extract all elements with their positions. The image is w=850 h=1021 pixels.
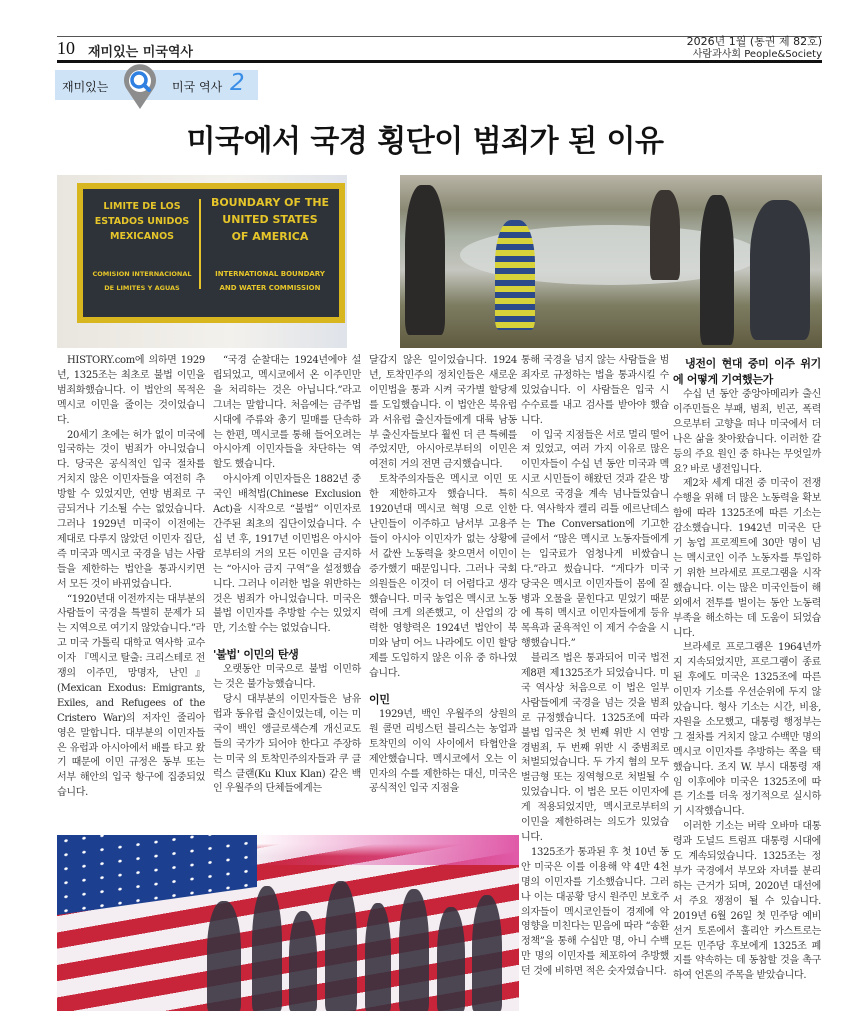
paragraph: 통해 국경을 넘지 않는 사람들을 범죄자로 규정하는 법을 통과시킬 수 있었습니다. 이 사람들은 입국 시 수수료를 내고 검사를 받아야 했습니다. xyxy=(521,355,669,426)
person-silhouette xyxy=(650,190,680,280)
paragraph: 당시 대부분의 이민자들은 남유럽과 동유럽 출신이었는데, 이는 미국이 백인 앵글로색슨계 개신교도들의 국가가 되어야 한다고 주장하는 미국 의 토착민주의자들과 쿠 클럭스 클랜(Ku Klux Klan) 같은 백인 우월주의 단체들에게는 xyxy=(213,694,361,795)
subheading: 이민 xyxy=(369,692,390,706)
person-silhouette xyxy=(365,903,391,1011)
headline: 미국에서 국경 횡단이 범죄가 된 이유 xyxy=(186,124,664,159)
person-silhouette xyxy=(472,895,502,1011)
plaque-line: AND WATER COMMISSION xyxy=(219,284,321,292)
section-title: 재미있는 미국역사 xyxy=(88,45,193,60)
person-silhouette xyxy=(399,889,429,1011)
paragraph: 토착주의자들은 멕시코 이민 또한 제한하고자 했습니다. 특히 1920년대 멕시코 혁명 으로 인한 난민들이 이주하고 남서부 고용주들이 아시아 이민자가 없는 상황에서 값싼 노동력을 찾으면서 이민이 증가했기 때문입니다. 그러나 국회의원들은 이것이 더 어렵다고 생각했습니다. 미국 농업은 멕시코 노동력에 크게 의존했고, 이 산업의 강력한 영향력은 1924년 법안이 북미와 남미 어느 나라에도 이민 할당제를 도입하지 않은 이유 중 하나였습니다. xyxy=(369,474,517,680)
paragraph: 브라세로 프로그램은 1964년까지 지속되었지만, 프로그램이 종료된 후에도 미국은 1325조에 따른 이민자 기소를 우선순위에 두지 않았습니다. 형사 기소는 시간, 비용, 자원을 소모했고, 대통령 행정부는 그 절차를 거치지 않고 수백만 명의 멕시코 이민자를 추방하는 쪽을 택했습니다. 조지 W. 부시 대통령 재임 이후에야 미국은 1325조에 따른 기소를 더욱 정기적으로 실시하기 시작했습니다. xyxy=(673,642,821,818)
article-column-5 xyxy=(673,356,821,984)
banner-number: 2 xyxy=(230,70,245,96)
paragraph: 수십 년 동안 중앙아메리카 출신 이주민들은 부패, 범죄, 빈곤, 폭력으로부터 고향을 떠나 미국에서 더 나은 삶을 찾아왔습니다. 이러한 갈등의 주요 원인 중 하나는 무엇일까요? 바로 냉전입니다. xyxy=(673,389,821,475)
person-silhouette xyxy=(750,200,810,340)
paragraph: 이 입국 지점들은 서로 멀리 떨어져 있었고, 여러 가지 이유로 많은 이민자들이 수십 년 동안 미국과 멕시코 시민들이 해왔던 것과 같은 방식으로 국경을 계속 넘나들었습니다. 역사학자 켈리 리틀 에르난데스는 The Conversation에 기고한 글에서 “많은 멕시코 노동자들에게는 입국료가 엄청나게 비쌌습니다.”라고 썼습니다. “게다가 미국 당국은 멕시코 이민자들이 몸에 질병과 오물을 묻힌다고 믿었기 때문에 특히 멕시코 이민자들에게 등유 목욕과 굴욕적인 이 제거 수술을 시행했습니다.” xyxy=(521,429,669,650)
person-silhouette xyxy=(207,901,241,1011)
plaque-line: COMISION INTERNACIONAL xyxy=(92,270,192,278)
subheading: '불법' 이민의 탄생 xyxy=(213,648,299,662)
plaque-line: BOUNDARY OF THE xyxy=(210,196,330,209)
person-silhouette xyxy=(700,195,734,345)
person-silhouette xyxy=(437,907,465,1011)
paragraph: 1325조가 통과된 후 첫 10년 동안 미국은 이를 이용해 약 4만 4천 명의 이민자를 기소했습니다. 그러나 이는 대공황 당시 원주민 보호주의자들이 멕시코인들이 경제에 악영향을 미친다는 믿음에 따라 “송환 정책”을 통해 수십만 명, 아니 수백만 명의 이민자를 체포하여 추방했던 것에 비하면 적은 숫자였습니다. xyxy=(521,846,669,978)
subheading: 냉전이 현대 중미 이주 위기에 어떻게 기여했는가 xyxy=(673,357,821,386)
issue-date: 2026년 1월 (통권 제 82호) xyxy=(686,35,822,48)
plaque-line: DE LIMITES Y AGUAS xyxy=(104,284,180,292)
plaque-line: MEXICANOS xyxy=(110,231,174,242)
paragraph: 달갑지 않은 일이었습니다. 1924년, 토착민주의 정치인들은 새로운 이민법을 통과 시켜 국가별 할당제를 도입했습니다. 이 법안은 북유럽과 서유럽 출신자들에게 대륙 남동부 출신자들보다 훨씬 더 큰 특혜를 주었지만, 아시아로부터의 이민은 여전히 거의 전면 금지했습니다. xyxy=(369,355,517,471)
border-sign-photo xyxy=(57,175,347,348)
plaque-divider xyxy=(199,199,201,289)
person-silhouette xyxy=(325,881,357,1011)
plaque-line: OF AMERICA xyxy=(231,230,309,243)
paragraph: 제2차 세계 대전 중 미국이 전쟁 수행을 위해 더 많은 노동력을 확보함에 따라 1325조에 따른 기소는 감소했습니다. 1942년 미국은 단기 농업 프로젝트에 30만 명이 넘는 멕시코인 이주 노동자를 투입하기 위한 브라세로 프로그램을 시작했습니다. 이는 많은 미국인들이 해외에서 전투를 벌이는 동안 노동력 부족을 해소하는 데 도움이 되었습니다. xyxy=(673,478,821,639)
paragraph: 아시아계 이민자들은 1882년 중국인 배척법(Chinese Exclusion Act)을 시작으로 “불법” 이민자로 간주된 최초의 집단이었습니다. 수십 년 후, 1917년 이민법은 아시아로부터의 거의 모든 이민을 금지하는 “아시아 금지 구역”을 설정했습니다. 그러나 이러한 법을 위반하는 것은 범죄가 아니었습니다. 미국은 불법 이민자를 추방할 수는 있었지만, 기소할 수는 없었습니다. xyxy=(213,474,361,635)
paragraph: “1920년대 이전까지는 대부분의 사람들이 국경을 특별히 문제가 되는 지역으로 여기지 않았습니다.”라고 미국 가톨릭 대학교 역사학 교수이자 『멕시코 탈출: 크리스테로 전쟁의 이주민, 망명자, 난민』(Mexican Exodus: Emigrants, Exiles, and Refugees of the Cristero War)의 저자인 줄리아 영은 말합니다. 대부분의 이민자들은 유럽과 아시아에서 배를 타고 왔기 때문에 이민 규정은 동부 또는 서부 해안의 입국 항구에 집중되었습니다. xyxy=(57,593,205,799)
boundary-plaque xyxy=(77,183,345,323)
person-silhouette xyxy=(289,911,317,1011)
paragraph: 이러한 기소는 버락 오바마 대통령과 도널드 트럼프 대통령 시대에도 계속되었습니다. 1325조는 정부가 국경에서 부모와 자녀를 분리하는 근거가 되며, 2020년 대선에서 주요 쟁점이 될 수 있습니다. 2019년 6월 26일 첫 민주당 예비선거 토론에서 훌리안 카스트로는 모든 민주당 후보에게 1325조 폐지를 약속하는 데 동참할 것을 촉구하여 언론의 주목을 받았습니다. xyxy=(673,821,821,982)
publication-name: 사람과사회 People&Society xyxy=(692,49,822,60)
article-column-3 xyxy=(369,354,517,797)
plaque-english-title xyxy=(205,194,335,245)
banner-left-text: 재미있는 xyxy=(62,80,109,94)
plaque-spanish-title xyxy=(87,199,197,244)
article-column-4 xyxy=(521,354,669,980)
person-silhouette xyxy=(252,886,282,1011)
plaque-line: ESTADOS UNIDOS xyxy=(94,216,190,227)
river-crossing-photo xyxy=(400,175,822,348)
paragraph: 오랫동안 미국으로 불법 이민하는 것은 불가능했습니다. xyxy=(213,664,361,691)
page-number: 10 xyxy=(57,38,75,58)
pink-wash xyxy=(249,835,519,865)
plaque-line: INTERNATIONAL BOUNDARY xyxy=(215,270,325,278)
plaque-line: UNITED STATES xyxy=(222,213,318,226)
banner-right-text: 미국 역사 xyxy=(172,80,223,94)
paragraph: 1929년, 백인 우월주의 상원의원 콜먼 리빙스턴 블리스는 농업과 토착민의 이익 사이에서 타협안을 제안했습니다. 멕시코에서 오는 이민자의 수를 제한하는 대신, 미국은 공식적인 입국 지점을 xyxy=(369,708,517,795)
child-figure xyxy=(495,220,535,330)
paragraph: HISTORY.com에 의하면 1929년, 1325조는 최초로 불법 이민을 범죄화했습니다. 이 법안의 목적은 멕시코 이민을 줄이는 것이었습니다. xyxy=(57,355,205,426)
header-bottom-rule xyxy=(57,60,822,63)
person-silhouette xyxy=(405,185,445,335)
paragraph: 블리즈 법은 통과되어 미국 법전 제8편 제1325조가 되었습니다. 미국 역사상 처음으로 이 법은 일부 사람들에게 국경을 넘는 것을 범죄로 규정했습니다. 1325조에 따라 불법 입국은 첫 번째 위반 시 연방 경범죄, 두 번째 위반 시 중범죄로 처벌되었습니다. 두 가지 혐의 모두 벌금형 또는 징역형으로 처벌될 수 있었습니다. 이 법은 모든 이민자에게 적용되었지만, 멕시코로부터의 이민을 제한하려는 의도가 있었습니다. xyxy=(521,653,669,843)
plaque-spanish-sub xyxy=(85,267,199,295)
paragraph: 20세기 초에는 허가 없이 미국에 입국하는 것이 범죄가 아니었습니다. 당국은 공식적인 입국 절차를 거치지 않은 이민자들을 여전히 추방할 수 있었지만, 연방 범죄로 구금되거나 기소될 수는 없었습니다. 그러나 1929년 미국이 이전에는 제대로 다루지 않았던 이민자 집단, 즉 미국과 멕시코 국경을 넘는 사람들을 제한하는 법안을 통과시키면서 모든 것이 바뀌었습니다. xyxy=(57,429,205,590)
paragraph: “국경 순찰대는 1924년에야 설립되었고, 멕시코에서 온 이주민만을 처리하는 것은 아닙니다.”라고 그녀는 말합니다. 처음에는 금주법 시대에 주류와 총기 밀매를 단속하는 한편, 멕시코를 통해 들어오려는 아시아계 이민자들을 차단하는 역할도 했습니다. xyxy=(213,355,361,471)
article-column-2 xyxy=(213,354,361,797)
flag-silhouettes-illustration xyxy=(57,835,519,1011)
search-pin-icon xyxy=(118,64,162,110)
issue-info xyxy=(687,35,822,61)
article-column-1 xyxy=(57,354,205,801)
plaque-english-sub xyxy=(203,267,337,295)
plaque-line: LIMITE DE LOS xyxy=(103,201,181,212)
